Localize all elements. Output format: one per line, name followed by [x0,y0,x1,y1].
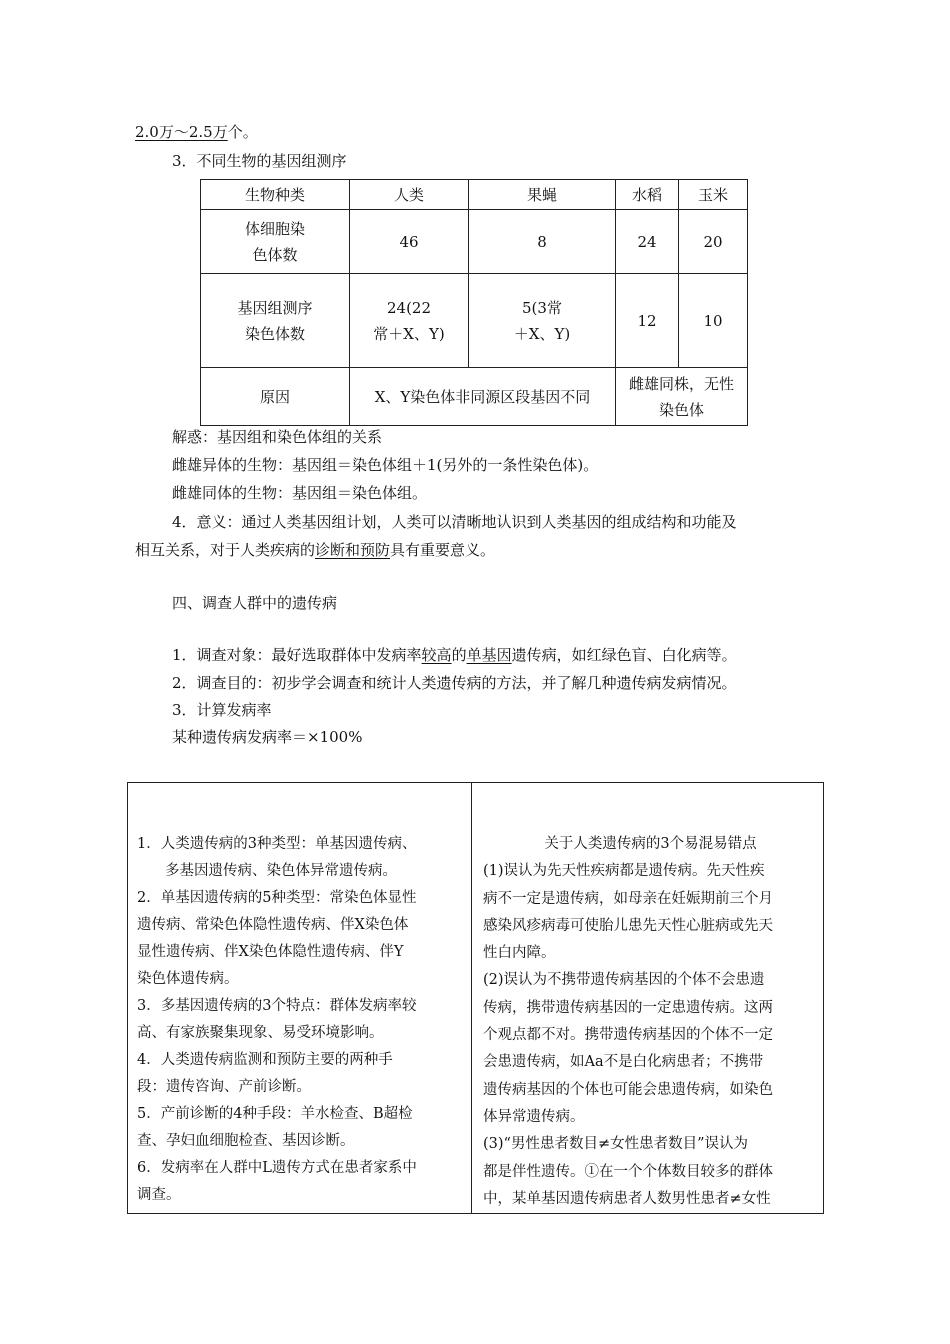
left-item: 遗传病、常染色体隐性遗传病、伴X染色体 [137,917,409,933]
meaning-line-1: 4．意义：通过人类基因组计划，人类可以清晰地认识到人类基因的组成结构和功能及 [172,513,737,531]
left-item: 5．产前诊断的4种手段：羊水检查、B超检 [137,1106,413,1122]
underlined-range: 2.0万～2.5万 [135,123,228,141]
right-item: (2)误认为不携带遗传病基因的个体不会患遗 [483,972,765,989]
right-summary-column [483,831,818,1213]
left-item: 调查。 [137,1187,181,1203]
left-item: 段：遗传咨询、产前诊断。 [137,1079,311,1095]
left-item: 4．人类遗传病监测和预防主要的两种手 [137,1052,393,1068]
row2-label: 基因组测序 染色体数 [201,274,350,368]
right-item: 病不一定是遗传病，如母亲在妊娠期前三个月 [483,890,773,907]
row1-human: 46 [350,210,469,274]
survey-calc: 3．计算发病率 [172,701,272,719]
row3-label: 原因 [201,368,350,426]
right-item: 中，某单基因遗传病患者人数男性患者≠女性 [483,1190,771,1207]
diagnosis-prevention: 诊断和预防 [315,541,391,559]
higher-incidence: 较高 [421,646,452,664]
jiehuo-line: 解惑：基因组和染色体组的关系 [172,428,383,446]
right-column-title: 关于人类遗传病的3个易混易错点 [544,836,757,852]
right-item: 都是伴性遗传。①在一个个体数目较多的群体 [483,1163,773,1180]
row2-rice: 12 [616,274,679,368]
row1-fly: 8 [469,210,616,274]
summary-box [127,782,824,1214]
meaning-line-2: 相互关系，对于人类疾病的诊断和预防具有重要意义。 [135,541,496,559]
left-item: 2．单基因遗传病的5种类型：常染色体显性 [137,890,417,906]
left-item: 染色体遗传病。 [137,971,239,987]
survey-object: 1．调查对象：最好选取群体中发病率较高的单基因遗传病，如红绿色盲、白化病等。 [172,646,737,664]
header-human: 人类 [350,180,469,210]
row1-label: 体细胞染 色体数 [201,210,350,274]
right-item: (3)“男性患者数目≠女性患者数目”误认为 [483,1136,749,1153]
row1-corn: 20 [679,210,748,274]
right-item: 性白内障。 [483,945,556,962]
header-fly: 果蝇 [469,180,616,210]
row2-fly: 5(3常 ＋X、Y) [469,274,616,368]
left-item: 6．发病率在人群中L遗传方式在患者家系中 [137,1160,417,1176]
row2-human: 24(22 常＋X、Y) [350,274,469,368]
right-item: 遗传病基因的个体也可能会患遗传病，如染色 [483,1081,773,1098]
header-species: 生物种类 [201,180,350,210]
column-divider [471,783,472,1213]
dioecious-line: 雌雄异体的生物：基因组＝染色体组＋1(另外的一条性染色体)。 [172,456,599,474]
right-item: 传病，携带遗传病基因的一定患遗传病。这两 [483,999,773,1016]
right-item: 会患遗传病，如Aa不是白化病患者；不携带 [483,1054,764,1071]
header-rice: 水稻 [616,180,679,210]
left-item: 3．多基因遗传病的3个特点：群体发病率较 [137,998,417,1014]
section-4-title: 四、调查人群中的遗传病 [172,594,338,612]
right-item: 感染风疹病毒可使胎儿患先天性心脏病或先天 [483,917,773,934]
section-3-title: 3．不同生物的基因组测序 [172,152,347,170]
survey-purpose: 2．调查目的：初步学会调查和统计人类遗传病的方法，并了解几种遗传病发病情况。 [172,674,737,692]
monoecious-line: 雌雄同体的生物：基因组＝染色体组。 [172,484,428,502]
genome-table [200,179,748,426]
row1-rice: 24 [616,210,679,274]
survey-formula: 某种遗传病发病率＝×100% [172,728,363,746]
single-gene: 单基因 [466,646,512,664]
row3-reason-sex: X、Y染色体非同源区段基因不同 [350,368,616,426]
left-item: 显性遗传病、伴X染色体隐性遗传病、伴Y [137,944,404,960]
top-line-rest: 个。 [227,123,258,141]
left-item: 高、有家族聚集现象、易受环境影响。 [137,1025,384,1041]
left-item: 1．人类遗传病的3种类型：单基因遗传病、 [137,836,417,852]
right-item: 体异常遗传病。 [483,1108,585,1125]
left-item: 查、孕妇血细胞检查、基因诊断。 [137,1133,355,1149]
header-corn: 玉米 [679,180,748,210]
right-item: (1)误认为先天性疾病都是遗传病。先天性疾 [483,863,765,880]
row2-corn: 10 [679,274,748,368]
row3-reason-mono: 雌雄同株，无性 染色体 [616,368,748,426]
right-item: 个观点都不对。携带遗传病基因的个体不一定 [483,1027,773,1044]
left-summary-column [137,831,462,1209]
left-item: 多基因遗传病、染色体异常遗传病。 [165,863,397,879]
top-line [135,122,258,142]
